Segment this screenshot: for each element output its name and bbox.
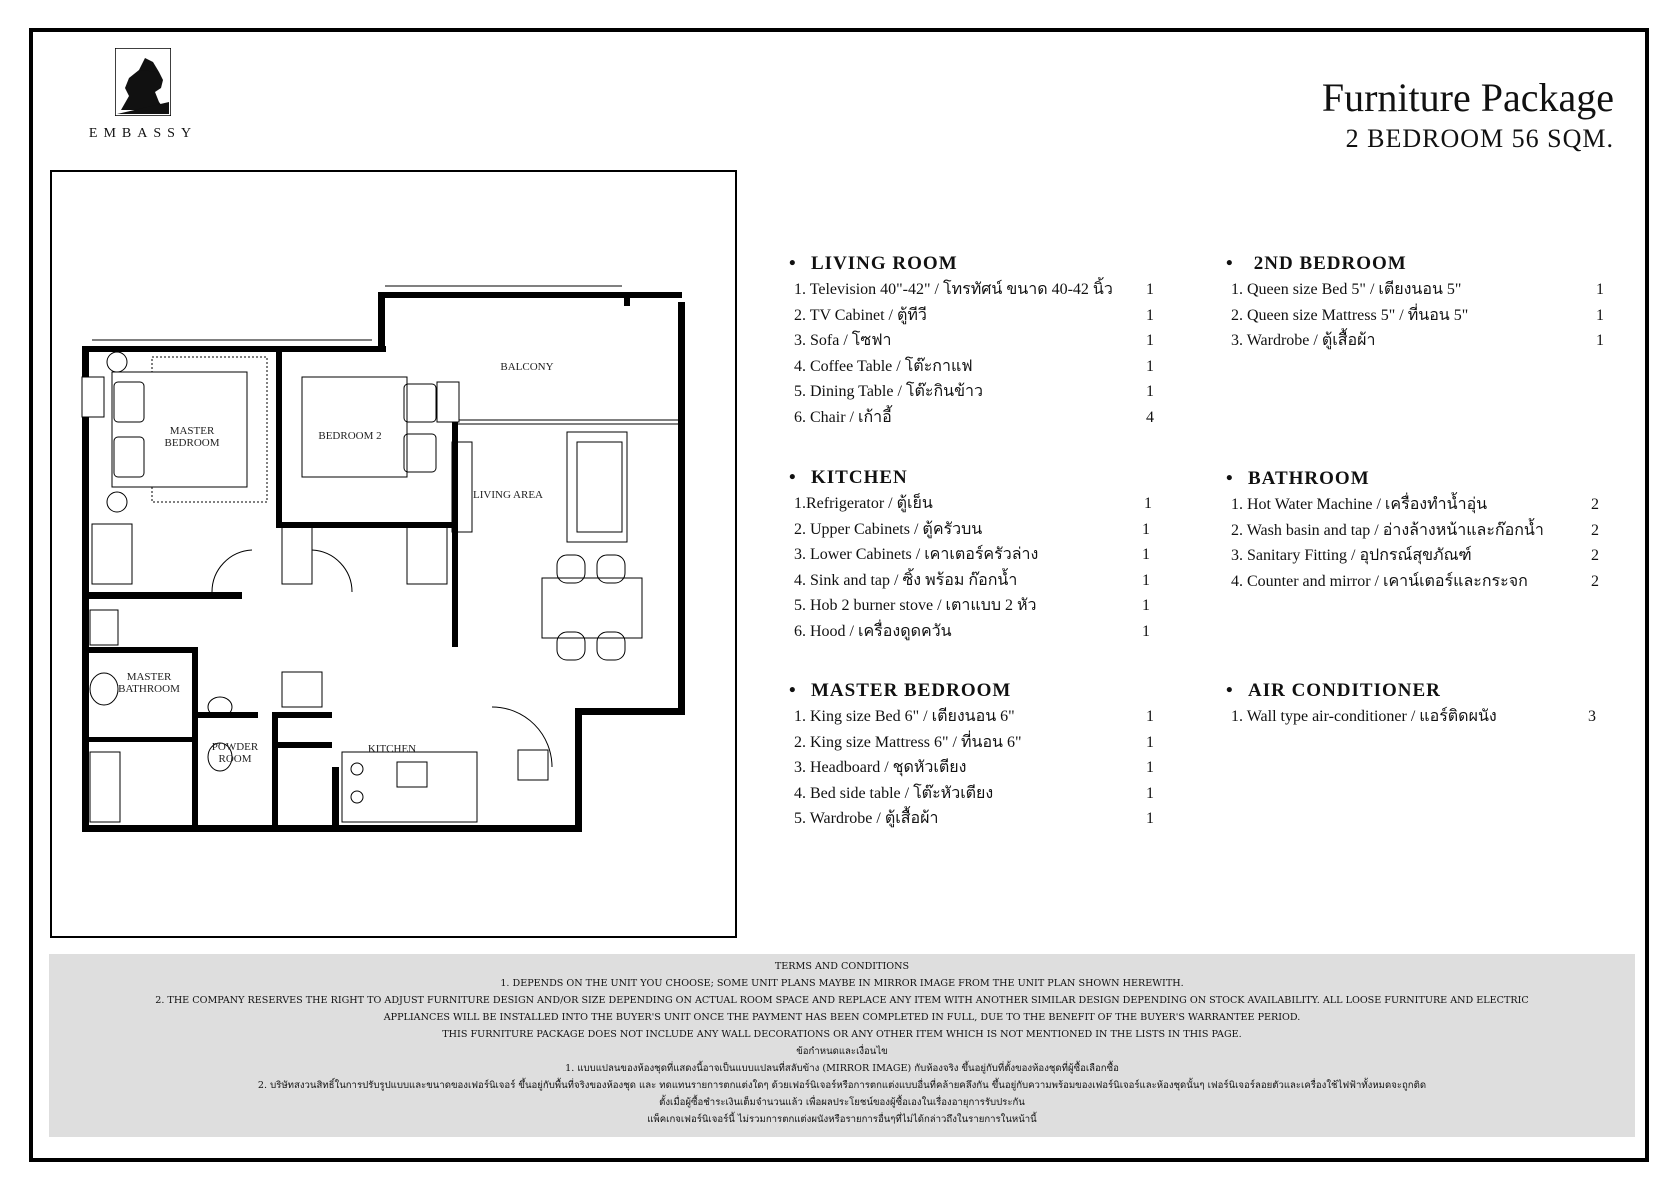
floor-plan-drawing — [52, 172, 735, 936]
list-item: 1.Refrigerator / ตู้เย็น 1 — [794, 495, 1152, 512]
page-subtitle: 2 BEDROOM 56 SQM. — [1345, 124, 1614, 153]
list-item: 6. Hood / เครื่องดูดควัน 1 — [794, 622, 1150, 640]
terms-line: 1. DEPENDS ON THE UNIT YOU CHOOSE; SOME UNIT PLANS MAYBE IN MIRROR IMAGE FROM THE UNIT PLAN SHOWN HEREWITH. — [500, 978, 1184, 989]
list-item: 3. Headboard / ชุดหัวเตียง 1 — [794, 759, 1154, 776]
label-master-bedroom-1: MASTER — [169, 425, 215, 437]
section-heading: • 2ND BEDROOM — [1226, 253, 1407, 274]
list-item: 5. Wardrobe / ตู้เสื้อผ้า 1 — [794, 810, 1154, 827]
list-item: 6. Chair / เก้าอี้ 4 — [794, 408, 1154, 426]
lion-emblem-icon — [115, 48, 171, 116]
terms-line: 2. บริษัทสงวนสิทธิ์ในการปรับรูปแบบและขนาดของเฟอร์นิเจอร์ ขึ้นอยู่กับพื้นที่จริงของห้องชุด และ ทดแทนรายการตกแต่งใดๆ ด้วยเฟอร์นิเจอร์หรือการตกแต่งแบบอื่นที่คล้ายคลึงกัน ขึ้นอยู่กับความพร้อมของเฟอร์นิเจอร์และห้องชุดนั้นๆ เฟอร์นิเจอร์ลอยตัวและเครื่องใช้ไฟฟ้าทั้งหมดจะถูกติด — [257, 1080, 1427, 1091]
terms-line: APPLIANCES WILL BE INSTALLED INTO THE BUYER'S UNIT ONCE THE PAYMENT HAS BEEN COMPLETED IN FULL, DUE TO THE BENEFIT OF THE BUYER'S WARRANTEE PERIOD. — [383, 1012, 1301, 1023]
label-kitchen: KITCHEN — [367, 743, 417, 755]
section-living-room — [789, 251, 1169, 430]
label-balcony: BALCONY — [500, 361, 554, 373]
section-kitchen — [789, 465, 1169, 644]
terms-line: ข้อกำหนดและเงื่อนไข — [796, 1046, 888, 1057]
section-second-bedroom — [1226, 251, 1616, 354]
terms-line: ตั้งเมื่อผู้ซื้อชำระเงินเต็มจำนวนแล้ว เพื่อผลประโยชน์ของผู้ซื้อเองในเรื่องอายุการรับประกัน — [659, 1097, 1025, 1108]
terms-line: TERMS AND CONDITIONS — [774, 961, 910, 972]
page-title: Furniture Package — [1321, 75, 1614, 120]
section-air-conditioner — [1226, 678, 1616, 730]
list-item: 2. King size Mattress 6" / ที่นอน 6" 1 — [794, 733, 1154, 751]
list-item: 4. Counter and mirror / เคาน์เตอร์และกระจก 2 — [1231, 572, 1599, 590]
list-item: 3. Lower Cabinets / เคาเตอร์ครัวล่าง 1 — [794, 546, 1150, 563]
list-item: 5. Hob 2 burner stove / เตาแบบ 2 หัว 1 — [794, 597, 1150, 614]
section-heading: • KITCHEN — [789, 467, 908, 488]
list-item: 2. Upper Cabinets / ตู้ครัวบน 1 — [794, 520, 1150, 538]
section-bathroom — [1226, 466, 1616, 594]
brand-name: EMBASSY — [88, 126, 198, 141]
list-item: 2. Wash basin and tap / อ่างล้างหน้าและก๊อกน้ำ 2 — [1231, 521, 1599, 539]
section-heading: • AIR CONDITIONER — [1226, 680, 1441, 701]
terms-line: แพ็คเกจเฟอร์นิเจอร์นี้ ไม่รวมการตกแต่งผนังหรือรายการอื่นๆที่ไม่ได้กล่าวถึงในรายการในหน้านี้ — [647, 1114, 1037, 1125]
page-title-block — [1322, 74, 1614, 156]
floor-plan — [50, 170, 737, 938]
list-item: 3. Sanitary Fitting / อุปกรณ์สุขภัณฑ์ 2 — [1231, 547, 1599, 564]
label-powder-room-1: POWDER — [211, 741, 259, 753]
label-living-area: LIVING AREA — [473, 489, 543, 501]
label-powder-room-2: ROOM — [218, 753, 252, 765]
section-heading: • MASTER BEDROOM — [789, 680, 1012, 701]
label-bedroom-2: BEDROOM 2 — [318, 430, 382, 442]
section-heading: • LIVING ROOM — [789, 253, 958, 274]
terms-and-conditions — [49, 954, 1635, 1137]
terms-line: 1. แบบแปลนของห้องชุดที่แสดงนี้อาจเป็นแบบแปลนที่สลับข้าง (MIRROR IMAGE) กับห้องจริง ขึ้นอยู่กับที่ตั้งของห้องชุดที่ผู้ซื้อเลือกซื้อ — [565, 1063, 1119, 1074]
terms-line: THIS FURNITURE PACKAGE DOES NOT INCLUDE ANY WALL DECORATIONS OR ANY OTHER ITEM WHICH IS NOT MENTIONED IN THE LISTS IN THIS PAGE. — [442, 1029, 1242, 1040]
label-master-bedroom-2: BEDROOM — [164, 437, 220, 449]
list-item: 1. Queen size Bed 5" / เตียงนอน 5" 1 — [1231, 281, 1604, 298]
list-item: 1. Television 40"-42" / โทรทัศน์ ขนาด 40-42 นิ้ว 1 — [794, 281, 1154, 298]
list-item: 3. Sofa / โซฟา 1 — [794, 332, 1154, 349]
list-item: 2. TV Cabinet / ตู้ทีวี 1 — [794, 306, 1154, 324]
list-item: 1. Wall type air-conditioner / แอร์ติดผนัง 3 — [1231, 708, 1596, 725]
list-item: 2. Queen size Mattress 5" / ที่นอน 5" 1 — [1231, 306, 1604, 324]
terms-line: 2. THE COMPANY RESERVES THE RIGHT TO ADJUST FURNITURE DESIGN AND/OR SIZE DEPENDING ON ACTUAL ROOM SPACE AND REPLACE ANY ITEM WITH ANOTHER SIMILAR DESIGN DEPENDING ON STOCK AVAILABILITY. ALL LOOSE FURNITURE AND ELECTRIC — [155, 995, 1529, 1006]
list-item: 1. King size Bed 6" / เตียงนอน 6" 1 — [794, 708, 1154, 725]
embassy-logo — [88, 48, 198, 142]
label-master-bathroom-1: MASTER — [126, 671, 172, 683]
list-item: 4. Sink and tap / ซิ้ง พร้อม ก๊อกน้ำ 1 — [794, 571, 1150, 589]
label-master-bathroom-2: BATHROOM — [118, 683, 180, 695]
list-item: 4. Bed side table / โต๊ะหัวเตียง 1 — [794, 784, 1154, 802]
list-item: 4. Coffee Table / โต๊ะกาแฟ 1 — [794, 357, 1154, 375]
list-item: 1. Hot Water Machine / เครื่องทำน้ำอุ่น 2 — [1231, 496, 1599, 513]
section-heading: • BATHROOM — [1226, 468, 1370, 489]
list-item: 3. Wardrobe / ตู้เสื้อผ้า 1 — [1231, 332, 1604, 349]
list-item: 5. Dining Table / โต๊ะกินข้าว 1 — [794, 383, 1154, 400]
section-master-bedroom — [789, 678, 1169, 832]
